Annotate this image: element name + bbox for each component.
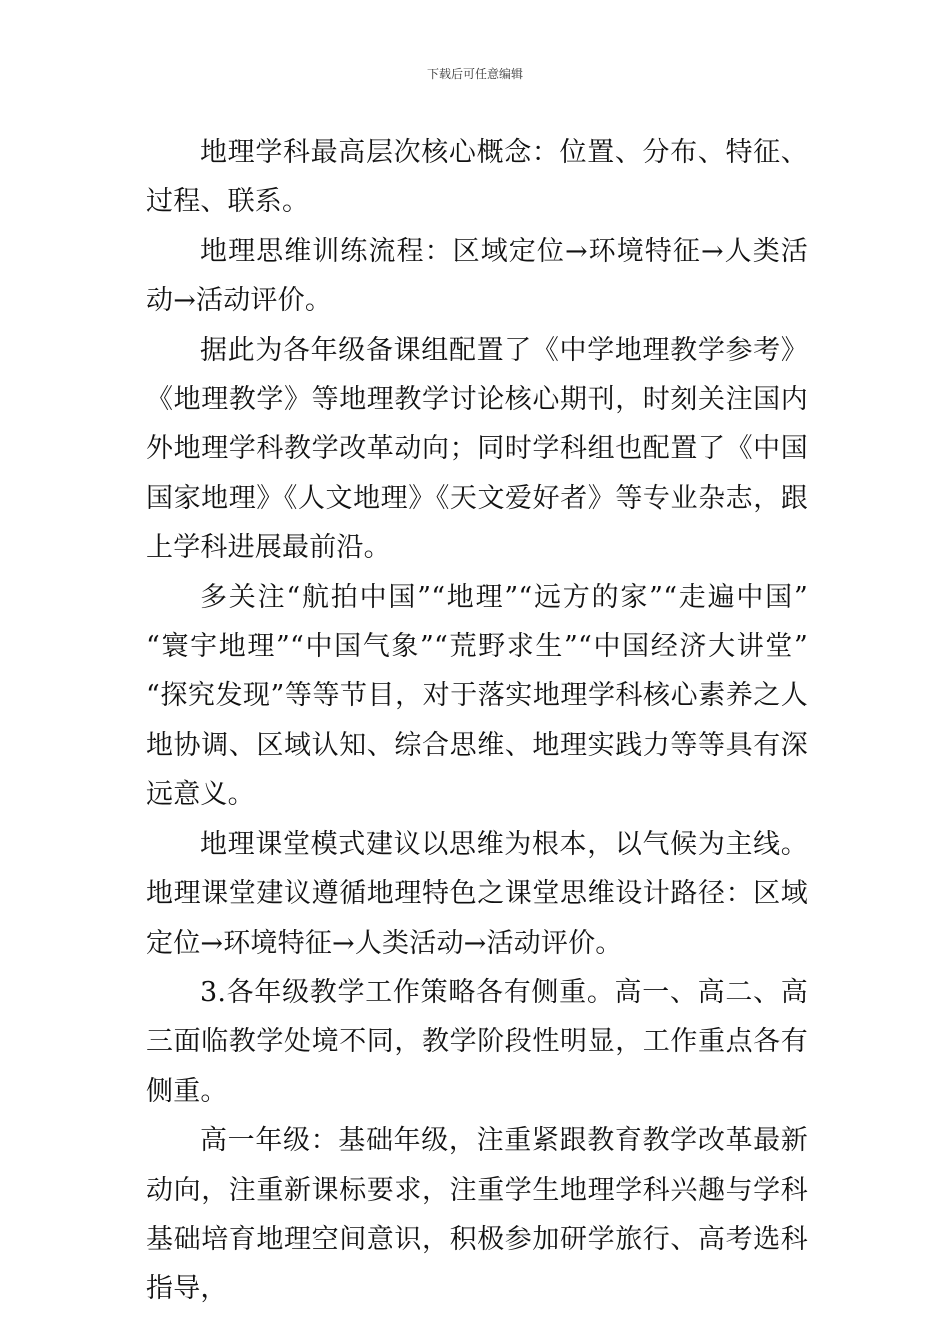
page-header-note: 下载后可任意编辑 [426,67,523,81]
paragraph-grade-strategy: 3.各年级教学工作策略各有侧重。高一、高二、高三面临教学处境不同，教学阶段性明显，工作重点各有侧重。 [146,976,808,1107]
paragraph-thinking-process: 地理思维训练流程：区域定位→环境特征→人类活动→活动评价。 [146,235,808,317]
paragraph-programs: 多关注“航拍中国”“地理”“远方的家”“走遍中国” “寰宇地理”“中国气象”“荒野求生”“中国经济大讲堂” “探究发现”等等节目，对于落实地理学科核心素养之人地协调、区域认知、综合思维、地理实践力等等具有深远意义。 [146,581,808,811]
paragraph-core-concepts: 地理学科最高层次核心概念：位置、分布、特征、过程、联系。 [146,137,808,218]
paragraph-grade-one: 高一年级：基础年级，注重紧跟教育教学改革最新动向，注重新课标要求，注重学生地理学科兴趣与学科基础培育地理空间意识，积极参加研学旅行、高考选科指导， [146,1125,808,1305]
document-body [146,128,808,1314]
paragraph-classroom-model: 地理课堂模式建议以思维为根本，以气候为主线。地理课堂建议遵循地理特色之课堂思维设计路径：区域定位→环境特征→人类活动→活动评价。 [146,828,808,959]
paragraph-journals: 据此为各年级备课组配置了《中学地理教学参考》《地理教学》等地理教学讨论核心期刊，时刻关注国内外地理学科教学改革动向；同时学科组也配置了《中国国家地理》《人文地理》《天文爱好者》等专业杂志，跟上学科进展最前沿。 [146,334,808,564]
